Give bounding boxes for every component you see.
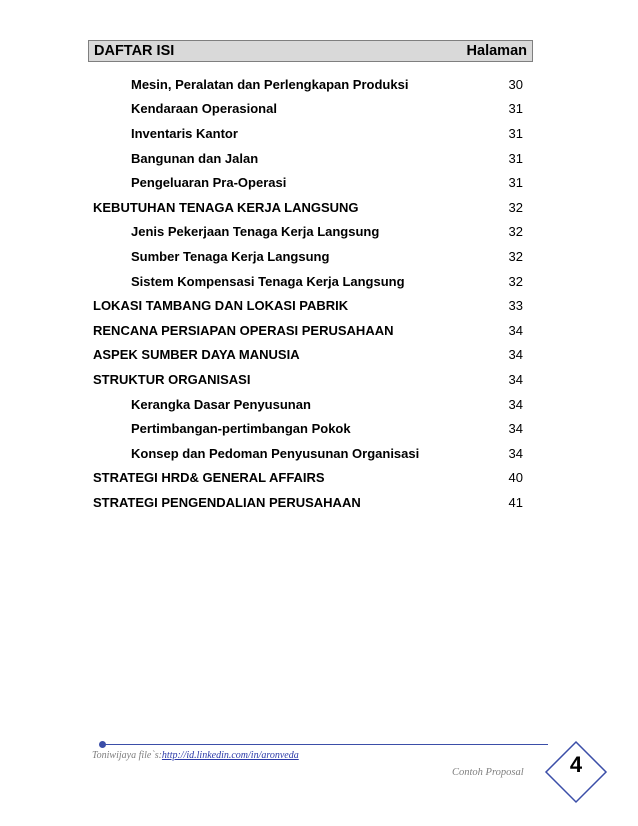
toc-entry-title: LOKASI TAMBANG DAN LOKASI PABRIK (93, 298, 349, 314)
toc-subentry[interactable] (93, 441, 523, 466)
toc-entry-title: Kendaraan Operasional (131, 101, 277, 117)
toc-entry-page: 33 (508, 298, 523, 314)
toc-entry-title: Bangunan dan Jalan (131, 150, 259, 166)
toc-entry-page: 31 (508, 175, 523, 191)
toc-entry[interactable] (93, 343, 523, 368)
toc-entry-title: Konsep dan Pedoman Penyusunan Organisasi (131, 445, 420, 461)
toc-entry-page: 34 (508, 347, 523, 363)
toc-entry[interactable] (93, 490, 523, 515)
toc-entry-page: 32 (508, 199, 523, 215)
toc-entry-page: 34 (508, 322, 523, 338)
toc-entry-page: 32 (508, 224, 523, 240)
toc-entry-page: 31 (508, 150, 523, 166)
toc-entry-title: Inventaris Kantor (131, 125, 238, 141)
toc-subentry[interactable] (93, 97, 523, 122)
toc-subentry[interactable] (93, 269, 523, 294)
toc-page-label: Halaman (466, 43, 527, 59)
toc-entry-page: 34 (508, 396, 523, 412)
toc-subentry[interactable] (93, 392, 523, 417)
page-number: 4 (569, 752, 583, 777)
toc-entry-title: Mesin, Peralatan dan Perlengkapan Produksi (131, 76, 409, 92)
toc-entry-title: Sistem Kompensasi Tenaga Kerja Langsung (131, 273, 405, 289)
toc-subentry[interactable] (93, 121, 523, 146)
toc-subentry[interactable] (93, 220, 523, 245)
toc-subentry[interactable] (93, 72, 523, 97)
toc-entry[interactable] (93, 466, 523, 491)
toc-entry-title: RENCANA PERSIAPAN OPERASI PERUSAHAAN (93, 322, 394, 338)
footer-link[interactable]: http://id.linkedin.com/in/aronveda (161, 750, 299, 761)
toc-subentry[interactable] (93, 244, 523, 269)
toc-title: DAFTAR ISI (94, 43, 175, 59)
toc-entry-page: 41 (508, 494, 523, 510)
footer-author-prefix: Toniwijaya file`s: (92, 750, 162, 761)
toc-entry-title: Pengeluaran Pra-Operasi (131, 175, 287, 191)
toc-entry-page: 31 (508, 125, 523, 141)
toc-entry[interactable] (93, 318, 523, 343)
toc-entry-page: 34 (508, 421, 523, 437)
toc-header (88, 40, 533, 62)
toc-entry-title: STRUKTUR ORGANISASI (93, 371, 251, 387)
toc-entry-title: KEBUTUHAN TENAGA KERJA LANGSUNG (93, 199, 359, 215)
footer-dot (99, 741, 106, 748)
footer-document-name: Contoh Proposal (452, 767, 524, 778)
toc-subentry[interactable] (93, 416, 523, 441)
toc-entry-title: Pertimbangan-pertimbangan Pokok (131, 421, 351, 437)
toc-entry[interactable] (93, 367, 523, 392)
toc-entry-page: 30 (508, 76, 523, 92)
toc-entry-title: STRATEGI PENGENDALIAN PERUSAHAAN (93, 494, 361, 510)
toc-entry-title: Jenis Pekerjaan Tenaga Kerja Langsung (131, 224, 380, 240)
toc-entry-title: STRATEGI HRD& GENERAL AFFAIRS (93, 470, 325, 486)
toc-entry-page: 34 (508, 371, 523, 387)
toc-entry-page: 32 (508, 248, 523, 264)
toc-entry-title: Sumber Tenaga Kerja Langsung (131, 248, 330, 264)
toc-entry[interactable] (93, 293, 523, 318)
toc-subentry[interactable] (93, 146, 523, 171)
toc-subentry[interactable] (93, 170, 523, 195)
toc-entry-title: ASPEK SUMBER DAYA MANUSIA (93, 347, 300, 363)
toc-entry-title: Kerangka Dasar Penyusunan (131, 396, 311, 412)
toc-entry[interactable] (93, 195, 523, 220)
footer-divider (102, 744, 548, 745)
toc-entry-page: 34 (508, 445, 523, 461)
toc-entry-page: 32 (508, 273, 523, 289)
footer-author (92, 750, 299, 761)
toc-entry-page: 40 (508, 470, 523, 486)
toc-list (93, 72, 523, 515)
toc-entry-page: 31 (508, 101, 523, 117)
